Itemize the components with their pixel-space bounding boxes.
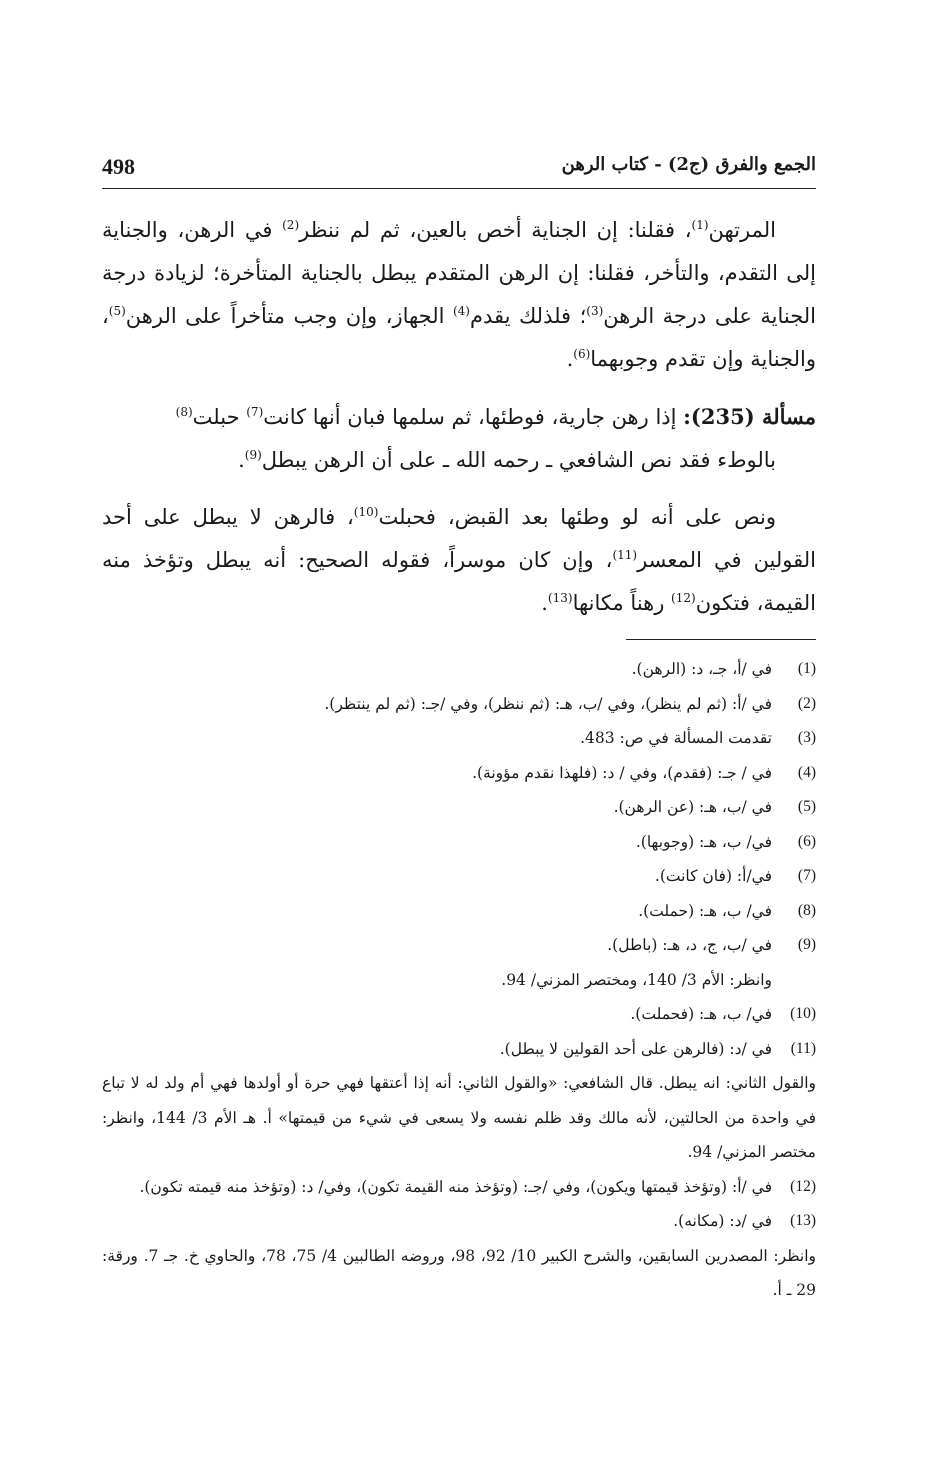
footnote bbox=[102, 1032, 816, 1067]
footnote-number: (11) bbox=[790, 1039, 816, 1057]
text-run: ونص على أنه لو وطئها بعد القبض، فحبلت bbox=[378, 505, 776, 529]
text-run: ، فالرهن لا يبطل على أحد القولين في المعسر bbox=[102, 505, 816, 572]
footnote bbox=[102, 652, 816, 687]
footnote-number: (8) bbox=[797, 901, 816, 919]
footnote-number: (12) bbox=[790, 1177, 816, 1195]
text-run: الجهاز، وإن وجب متأخراً على الرهن bbox=[125, 304, 453, 328]
text-run: ، فقلنا: إن الجناية أخص بالعين، ثم لم ننظر bbox=[299, 218, 692, 242]
footnote-separator bbox=[626, 639, 816, 640]
text-run: في الرهن، والجناية إلى التقدم، والتأخر، فقلنا: إن الرهن المتقدم يبطل بالجناية المتأخرة؛ لزيادة درجة الجناية على درجة الرهن bbox=[102, 218, 816, 328]
running-title: الجمع والفرق (ج2) - كتاب الرهن bbox=[561, 154, 816, 175]
paragraph-3 bbox=[102, 496, 816, 625]
footnote-ref[interactable]: (10) bbox=[353, 505, 379, 519]
text-run: إذا رهن جارية، فوطئها، ثم سلمها فبان أنها كانت bbox=[263, 405, 684, 429]
footnote-ref[interactable]: (6) bbox=[573, 347, 591, 361]
footnote-number: (6) bbox=[797, 832, 816, 850]
masala-label: مسألة (235): bbox=[683, 404, 816, 429]
footnote-continuation: والقول الثاني: انه يبطل. قال الشافعي: «والقول الثاني: أنه إذا أعتقها فهي حرة أو أولدها فهي أم ولد له لا تباع في واحدة من الحالتين، لأنه مالك وقد ظلم نفسه ولا يسعى في شيء من قيمتها» أ. هـ الأم 3/ 144، وانظر: مختصر المزني/ 94. bbox=[102, 1074, 816, 1161]
footnote-text: في / جـ: (فقدم)، وفي / د: (فلهذا نقدم مؤونة). bbox=[472, 763, 772, 782]
footnote-text: في /أ: (ثم لم ينظر)، وفي /ب، هـ: (ثم ننظر)، وفي /جـ: (ثم لم ينتظر). bbox=[324, 694, 772, 713]
text-run: رهناً مكانها bbox=[572, 591, 672, 615]
paragraph-1 bbox=[102, 209, 816, 381]
footnote bbox=[102, 997, 816, 1032]
footnote-ref[interactable]: (11) bbox=[612, 548, 638, 562]
footnote-ref[interactable]: (4) bbox=[452, 304, 470, 318]
text-run: المرتهن bbox=[708, 218, 776, 242]
footnote-ref[interactable]: (5) bbox=[108, 304, 126, 318]
main-text bbox=[102, 209, 816, 625]
footnote-text: في/ ب، هـ: (حملت). bbox=[638, 901, 772, 920]
footnote-text: في /أ، جـ، د: (الرهن). bbox=[631, 660, 772, 678]
footnote bbox=[102, 790, 816, 825]
footnote-text: في/ ب، هـ: (وجوبها). bbox=[635, 832, 772, 851]
footnote bbox=[102, 928, 816, 963]
footnote-ref[interactable]: (7) bbox=[246, 405, 264, 419]
footnote-continuation: وانظر: الأم 3/ 140، ومختصر المزني/ 94. bbox=[501, 970, 772, 989]
text-run: ، والجناية وإن تقدم وجوبهما bbox=[102, 304, 816, 371]
footnote bbox=[102, 859, 816, 894]
masala-paragraph bbox=[102, 395, 816, 482]
text-run: ، وإن كان موسراً، فقوله الصحيح: أنه يبطل وتؤخذ منه القيمة، فتكون bbox=[102, 548, 816, 615]
footnote-text: في /د: (مكانه). bbox=[673, 1212, 772, 1230]
footnote-ref[interactable]: (8) bbox=[175, 405, 193, 419]
footnote-number: (10) bbox=[790, 1005, 816, 1022]
masala-line-2 bbox=[102, 439, 816, 482]
footnote-text: في /ب، هـ: (عن الرهن). bbox=[613, 798, 772, 816]
footnote bbox=[102, 825, 816, 860]
footnote-text: في/أ: (فان كانت). bbox=[654, 867, 772, 885]
footnote-ref[interactable]: (13) bbox=[547, 591, 573, 605]
text-run: . bbox=[566, 347, 574, 371]
footnote bbox=[102, 894, 816, 929]
footnote-number: (4) bbox=[797, 763, 816, 781]
footnotes bbox=[102, 652, 816, 1308]
footnote bbox=[102, 756, 816, 791]
text-run: ؛ فلذلك يقدم bbox=[469, 304, 587, 328]
footnote-number: (2) bbox=[797, 694, 816, 712]
footnote-ref[interactable]: (3) bbox=[586, 304, 604, 318]
footnote-text: في /أ: (وتؤخذ قيمتها ويكون)، وفي /جـ: (وتؤخذ منه القيمة تكون)، وفي/ د: (وتؤخذ منه قيمته تكون). bbox=[139, 1177, 772, 1196]
footnote-number: (13) bbox=[790, 1212, 816, 1229]
footnote bbox=[102, 1170, 816, 1205]
footnote-ref[interactable]: (2) bbox=[282, 218, 300, 232]
footnote-ref[interactable]: (9) bbox=[244, 448, 262, 462]
footnote-text: في/ ب، هـ: (فحملت). bbox=[630, 1005, 772, 1023]
footnote-number: (7) bbox=[797, 867, 816, 884]
text-run: . bbox=[238, 448, 245, 472]
footnote-text: تقدمت المسألة في ص: 483. bbox=[580, 729, 772, 747]
footnote-number: (3) bbox=[797, 729, 816, 746]
footnote-number: (5) bbox=[797, 798, 816, 815]
masala-line-1 bbox=[176, 405, 684, 429]
footnote-continuation: وانظر: المصدرين السابقين، والشرح الكبير 10/ 92، 98، وروضه الطالبين 4/ 75، 78، والحاوي خ. جـ 7. ورقة: 29 ـ أ. bbox=[102, 1246, 817, 1299]
footnote-text: في /د: (فالرهن على أحد القولين لا يبطل). bbox=[499, 1039, 772, 1058]
book-page bbox=[102, 150, 816, 1308]
page-number: 498 bbox=[102, 154, 135, 179]
footnote-ref[interactable]: (12) bbox=[671, 591, 696, 605]
footnote-number: (9) bbox=[797, 936, 816, 953]
text-run: بالوطء فقد نص الشافعي ـ رحمه الله ـ على أن الرهن يبطل bbox=[261, 448, 776, 472]
text-run: حبلت bbox=[192, 405, 247, 429]
page-header bbox=[102, 150, 816, 189]
footnote-ref[interactable]: (1) bbox=[691, 218, 709, 232]
footnote bbox=[102, 721, 816, 756]
footnote-text: في /ب، ج، د، هـ: (باطل). bbox=[607, 936, 772, 954]
footnote-number: (1) bbox=[797, 660, 816, 677]
text-run: . bbox=[541, 591, 548, 615]
footnote bbox=[102, 687, 816, 722]
footnote bbox=[102, 1204, 816, 1239]
